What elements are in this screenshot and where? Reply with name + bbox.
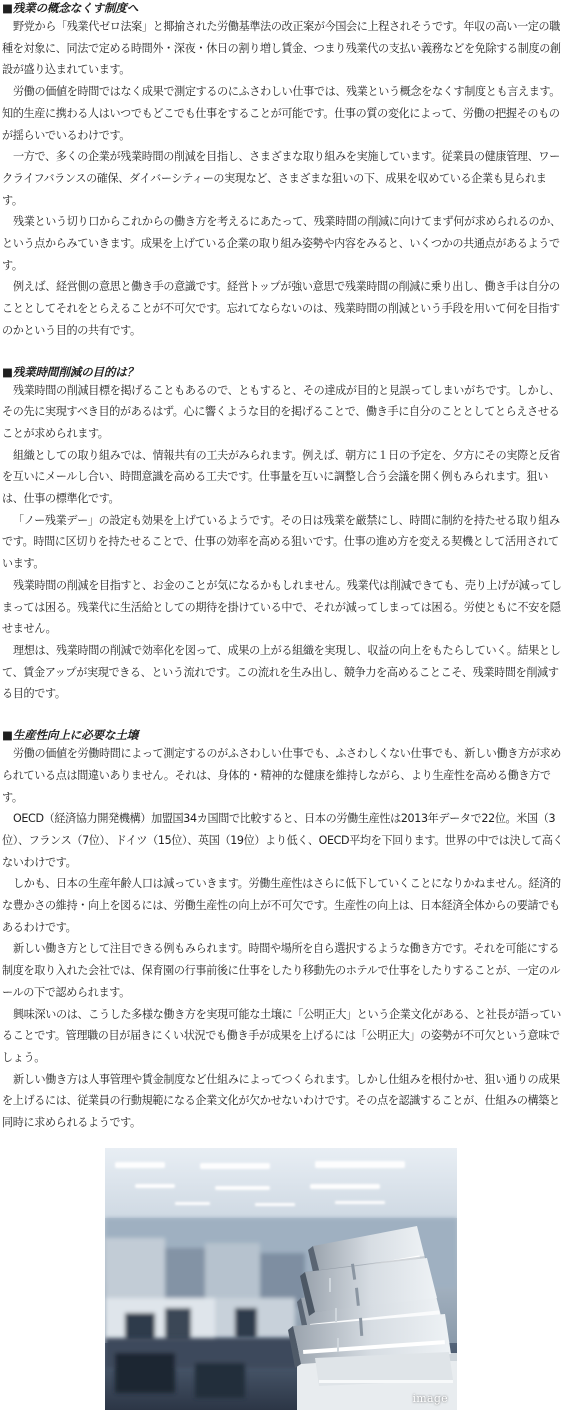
section-heading: ■残業時間削減の目的は？ — [2, 364, 139, 379]
section-heading: ■生産性向上に必要な土壌 — [2, 728, 139, 743]
paragraph: 残業時間の削減目標を掲げることもあるので、ともすると、その達成が目的と見誤ってしまいがちです。しかし、その先に実現すべき目的があるはず。心に響くような目的を掲げることで、働き手に自分のこととしてとらえさせることが求められます。 — [2, 383, 560, 440]
office-photo-illustration — [105, 1148, 457, 1410]
paragraph: 興味深いのは、こうした多様な働き方を実現可能な土壌に「公明正大」という企業文化がある、と社長が語っていることです。管理職の目が届きにくい状況でも働き手が成果を上げるには「公明正大」の姿勢が不可欠という意味でしょう。 — [2, 1007, 561, 1064]
section-heading: ■残業の概念なくす制度へ — [2, 1, 139, 15]
paragraph: 労働の価値を労働時間によって測定するのがふさわしい仕事でも、ふさわしくない仕事でも、新しい働き方が求められている点は間違いありません。それは、身体的・精神的な健康を維持しながら、より生産性を高める働き方です。 — [2, 747, 561, 804]
paragraph: 残業時間の削減を目指すと、お金のことが気になるかもしれません。残業代は削減できても、売り上げが減ってしまっては困る。残業代に生活給としての期待を掛けている中で、それが減ってしまっては困る。労使ともに不安を隠せません。 — [2, 578, 562, 636]
paragraph: 理想は、残業時間の削減で効率化を図って、成果の上がる組織を実現し、収益の向上をもたらしていく。結果として、賃金アップが実現できる、という流れです。この流れを生み出し、競争力を高めることこそ、残業時間を削減する目的です。 — [2, 643, 561, 701]
paragraph: 例えば、経営側の意思と働き手の意識です。経営トップが強い意思で残業時間の削減に乗り出し、働き手は自分のこととしてそれをとらえることが不可欠です。忘れてならないのは、残業時間の削減という手段を用いて何を目指すのかという目的の共有です。 — [2, 280, 560, 337]
paragraph: 「ノー残業デー」の設定も効果を上げているようです。その日は残業を厳禁にし、時間に制約を持たせる取り組みです。時間に区切りを持たせることで、仕事の効率を高める狙いです。仕事の進め方を変える契機として活用されています。 — [2, 513, 560, 571]
paragraph: 新しい働き方は人事管理や賃金制度など仕組みによってつくられます。しかし仕組みを根付かせ、狙い通りの成果を上げるには、従業員の行動規範になる企業文化が欠かせないわけです。その点を認識することが、仕組みの構築と同時に求められるようです。 — [2, 1072, 560, 1130]
paragraph: 組織としての取り組みでは、情報共有の工夫がみられます。例えば、朝方に１日の予定を、夕方にその実際と反省を互いにメールし合い、時間意識を高める工夫です。仕事量を互いに調整し合う会議を開く例もみられます。狙いは、仕事の標準化です。 — [2, 448, 561, 506]
paragraph: OECD（経済協力開発機構）加盟国34カ国間で比較すると、日本の労働生産性は2013年データで22位。米国（3位）、フランス（7位）、ドイツ（15位）、英国（19位）より低く、OECD平均を下回ります。世界の中では決して高くないわけです。 — [2, 812, 564, 869]
image-caption: image — [412, 1392, 448, 1405]
office-binders-photo — [105, 1148, 457, 1410]
section-spacer — [2, 705, 566, 727]
paragraph: しかも、日本の生産年齢人口は減っていきます。労働生産性はさらに低下していくことになりかねません。経済的な豊かさの維持・向上を図るには、労働生産性の向上が不可欠です。生産性の向上は、日本経済全体からの要請でもあるわけです。 — [2, 877, 561, 934]
paragraph: 新しい働き方として注目できる例もみられます。時間や場所を自ら選択するような働き方です。それを可能にする制度を取り入れた会社では、保育園の行事前後に仕事をしたり移動先のホテルで仕事をしたりすることが、一定のルールの下で認められます。 — [2, 942, 561, 999]
section-overtime-concept — [2, 0, 566, 342]
paragraph: 労働の価値を時間ではなく成果で測定するのにふさわしい仕事では、残業という概念をなくす制度とも言えます。知的生産に携わる人はいつでもどこでも仕事をすることが可能です。仕事の質の変化によって、労働の把握そのものが揺らいでいるわけです。 — [2, 85, 561, 142]
section-spacer — [2, 342, 566, 364]
section-overtime-reduction-purpose — [2, 364, 566, 706]
paragraph: 野党から「残業代ゼロ法案」と揶揄された労働基準法の改正案が今国会に上程されそうです。年収の高い一定の職種を対象に、同法で定める時間外・深夜・休日の割り増し賃金、つまり残業代の支払い義務などを免除する制度の創設が盛り込まれています。 — [2, 20, 561, 77]
paragraph: 一方で、多くの企業が残業時間の削減を目指し、さまざまな取り組みを実施しています。従業員の健康管理、ワークライフバランスの確保、ダイバーシティーの実現など、さまざまな狙いの下、成果を収めている企業も見られます。 — [2, 150, 560, 207]
paragraph: 残業という切り口からこれからの働き方を考えるにあたって、残業時間の削減に向けてまず何が求められるのか、という点からみていきます。成果を上げている企業の取り組み姿勢や内容をみると、いくつかの共通点があるようです。 — [2, 215, 561, 272]
section-productivity-foundation — [2, 727, 566, 1134]
